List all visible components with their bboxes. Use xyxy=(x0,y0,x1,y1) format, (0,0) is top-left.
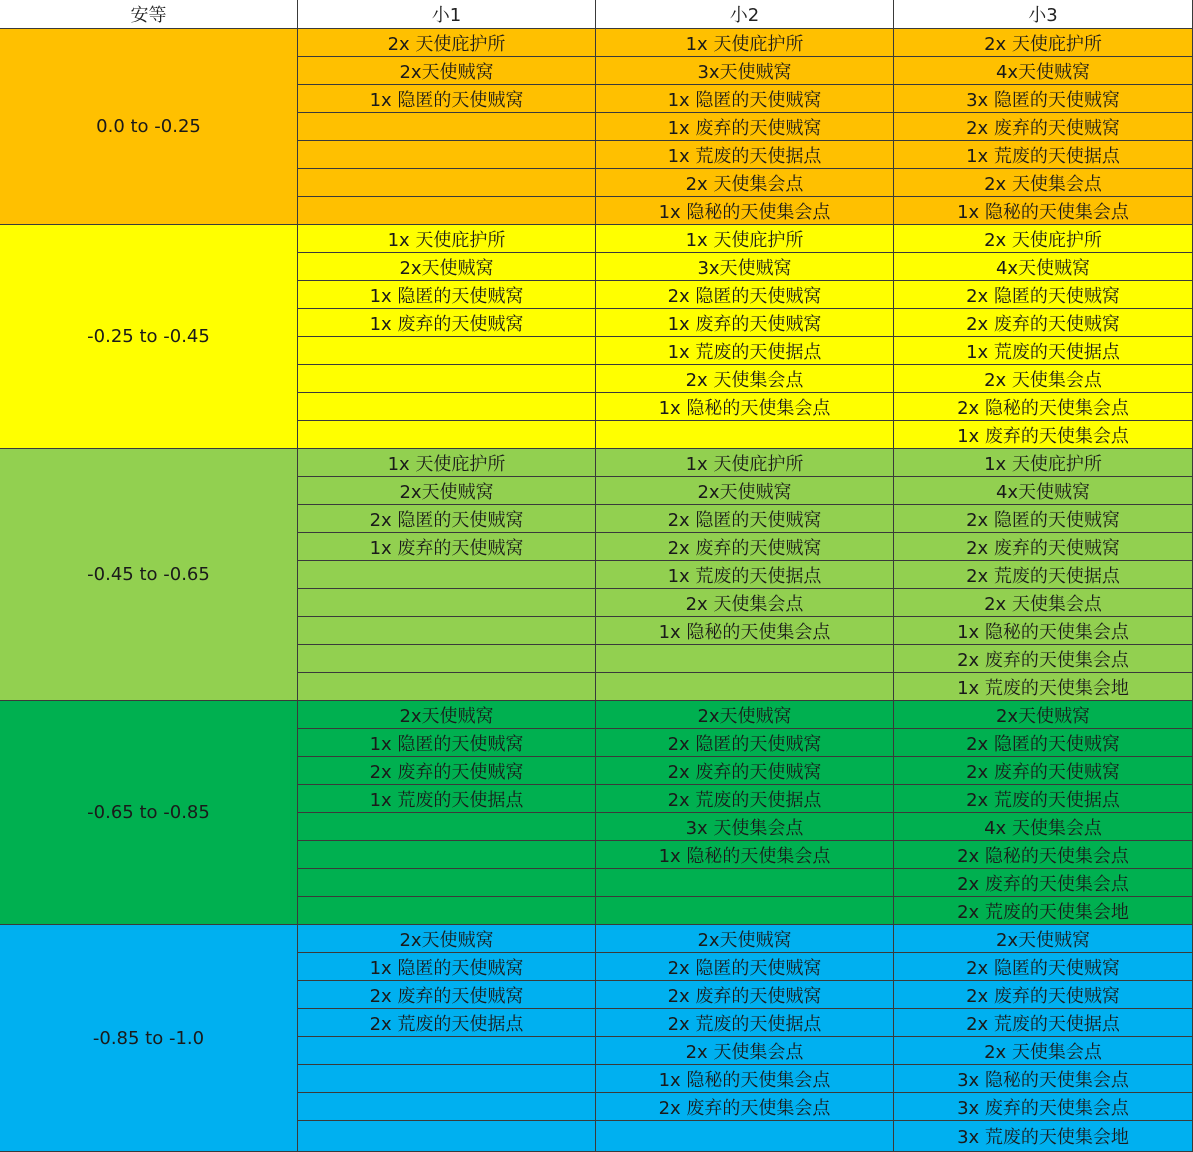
data-cell[interactable]: 2x 隐匿的天使贼窝 xyxy=(596,505,894,533)
data-cell[interactable]: 3x 天使集会点 xyxy=(596,813,894,841)
data-cell[interactable]: 2x 废弃的天使贼窝 xyxy=(894,533,1193,561)
data-cell[interactable]: 1x 荒废的天使据点 xyxy=(596,141,894,169)
data-cell[interactable]: 2x天使贼窝 xyxy=(596,701,894,729)
data-cell[interactable]: 2x 隐匿的天使贼窝 xyxy=(894,953,1193,981)
data-cell[interactable]: 3x 废弃的天使集会点 xyxy=(894,1093,1193,1121)
data-cell[interactable]: 1x 废弃的天使集会点 xyxy=(894,421,1193,449)
data-cell[interactable] xyxy=(298,113,596,141)
data-cell[interactable]: 2x 荒废的天使据点 xyxy=(894,1009,1193,1037)
data-cell[interactable] xyxy=(298,561,596,589)
data-cell[interactable]: 2x 废弃的天使贼窝 xyxy=(596,757,894,785)
data-cell[interactable]: 4x天使贼窝 xyxy=(894,477,1193,505)
data-cell[interactable]: 2x 天使庇护所 xyxy=(894,29,1193,57)
data-cell[interactable]: 2x 废弃的天使贼窝 xyxy=(894,757,1193,785)
data-cell[interactable]: 2x天使贼窝 xyxy=(596,925,894,953)
data-cell[interactable]: 1x 荒废的天使据点 xyxy=(894,337,1193,365)
data-cell[interactable]: 1x 天使庇护所 xyxy=(596,449,894,477)
data-cell[interactable]: 3x 隐秘的天使集会点 xyxy=(894,1065,1193,1093)
data-cell[interactable]: 2x 隐匿的天使贼窝 xyxy=(894,281,1193,309)
data-cell[interactable]: 1x 隐秘的天使集会点 xyxy=(596,393,894,421)
data-cell[interactable]: 2x 天使集会点 xyxy=(894,169,1193,197)
data-cell[interactable]: 2x天使贼窝 xyxy=(298,701,596,729)
data-cell[interactable]: 1x 废弃的天使贼窝 xyxy=(596,309,894,337)
data-cell[interactable]: 2x 隐匿的天使贼窝 xyxy=(298,505,596,533)
data-cell[interactable]: 2x 隐匿的天使贼窝 xyxy=(596,729,894,757)
data-cell[interactable]: 1x 荒废的天使据点 xyxy=(298,785,596,813)
data-cell[interactable]: 3x天使贼窝 xyxy=(596,57,894,85)
data-cell[interactable]: 2x 天使庇护所 xyxy=(298,29,596,57)
data-cell[interactable]: 2x天使贼窝 xyxy=(298,925,596,953)
header-cell[interactable]: 小3 xyxy=(894,0,1193,29)
data-cell[interactable]: 2x 荒废的天使据点 xyxy=(894,785,1193,813)
data-cell[interactable] xyxy=(298,813,596,841)
data-cell[interactable]: 2x 废弃的天使贼窝 xyxy=(894,309,1193,337)
data-cell[interactable] xyxy=(298,673,596,701)
data-cell[interactable]: 2x 废弃的天使贼窝 xyxy=(298,981,596,1009)
data-cell[interactable]: 2x 荒废的天使据点 xyxy=(596,785,894,813)
data-cell[interactable]: 2x天使贼窝 xyxy=(894,925,1193,953)
data-cell[interactable]: 1x 天使庇护所 xyxy=(298,449,596,477)
data-cell[interactable] xyxy=(596,421,894,449)
data-cell[interactable]: 2x 隐匿的天使贼窝 xyxy=(894,505,1193,533)
data-cell[interactable]: 1x 废弃的天使贼窝 xyxy=(298,533,596,561)
data-cell[interactable] xyxy=(596,645,894,673)
data-cell[interactable] xyxy=(298,1093,596,1121)
data-cell[interactable] xyxy=(298,197,596,225)
data-cell[interactable]: 2x天使贼窝 xyxy=(894,701,1193,729)
data-cell[interactable]: 1x 隐秘的天使集会点 xyxy=(596,197,894,225)
data-cell[interactable]: 4x天使贼窝 xyxy=(894,57,1193,85)
header-cell[interactable]: 小2 xyxy=(596,0,894,29)
data-cell[interactable] xyxy=(298,393,596,421)
data-cell[interactable]: 2x 隐匿的天使贼窝 xyxy=(894,729,1193,757)
data-cell[interactable] xyxy=(298,869,596,897)
data-cell[interactable]: 1x 荒废的天使集会地 xyxy=(894,673,1193,701)
data-cell[interactable] xyxy=(298,1065,596,1093)
data-cell[interactable] xyxy=(596,897,894,925)
data-cell[interactable]: 1x 隐匿的天使贼窝 xyxy=(298,953,596,981)
header-cell[interactable]: 小1 xyxy=(298,0,596,29)
data-cell[interactable]: 1x 隐匿的天使贼窝 xyxy=(298,729,596,757)
data-cell[interactable]: 1x 荒废的天使据点 xyxy=(596,561,894,589)
data-cell[interactable] xyxy=(298,337,596,365)
data-cell[interactable] xyxy=(298,169,596,197)
data-cell[interactable]: 2x 废弃的天使贼窝 xyxy=(894,113,1193,141)
data-cell[interactable]: 2x 天使集会点 xyxy=(596,169,894,197)
data-cell[interactable]: 2x 荒废的天使据点 xyxy=(894,561,1193,589)
data-cell[interactable]: 2x 天使集会点 xyxy=(596,589,894,617)
data-cell[interactable]: 2x 废弃的天使集会点 xyxy=(596,1093,894,1121)
data-cell[interactable]: 2x 废弃的天使集会点 xyxy=(894,645,1193,673)
data-cell[interactable]: 3x 隐匿的天使贼窝 xyxy=(894,85,1193,113)
data-cell[interactable] xyxy=(298,897,596,925)
range-label-cell[interactable]: 0.0 to -0.25 xyxy=(0,29,298,225)
data-cell[interactable]: 2x 废弃的天使集会点 xyxy=(894,869,1193,897)
data-cell[interactable] xyxy=(298,365,596,393)
data-cell[interactable]: 2x 天使集会点 xyxy=(894,589,1193,617)
data-cell[interactable]: 2x 隐秘的天使集会点 xyxy=(894,841,1193,869)
data-cell[interactable]: 2x 荒废的天使据点 xyxy=(596,1009,894,1037)
data-cell[interactable] xyxy=(298,1037,596,1065)
data-cell[interactable] xyxy=(596,1121,894,1152)
data-cell[interactable]: 2x 天使庇护所 xyxy=(894,225,1193,253)
data-cell[interactable]: 1x 天使庇护所 xyxy=(596,29,894,57)
data-cell[interactable]: 4x天使贼窝 xyxy=(894,253,1193,281)
data-cell[interactable]: 1x 隐匿的天使贼窝 xyxy=(298,281,596,309)
data-cell[interactable]: 1x 废弃的天使贼窝 xyxy=(596,113,894,141)
range-label-cell[interactable]: -0.65 to -0.85 xyxy=(0,701,298,925)
header-cell[interactable]: 安等 xyxy=(0,0,298,29)
data-cell[interactable]: 2x天使贼窝 xyxy=(298,477,596,505)
data-cell[interactable] xyxy=(298,617,596,645)
data-cell[interactable]: 2x 荒废的天使集会地 xyxy=(894,897,1193,925)
data-cell[interactable] xyxy=(596,673,894,701)
data-cell[interactable]: 2x 废弃的天使贼窝 xyxy=(894,981,1193,1009)
data-cell[interactable]: 2x 废弃的天使贼窝 xyxy=(596,981,894,1009)
data-cell[interactable]: 2x 废弃的天使贼窝 xyxy=(298,757,596,785)
data-cell[interactable]: 1x 天使庇护所 xyxy=(596,225,894,253)
range-label-cell[interactable]: -0.25 to -0.45 xyxy=(0,225,298,449)
data-cell[interactable]: 1x 荒废的天使据点 xyxy=(596,337,894,365)
range-label-cell[interactable]: -0.45 to -0.65 xyxy=(0,449,298,701)
data-cell[interactable]: 4x 天使集会点 xyxy=(894,813,1193,841)
data-cell[interactable]: 2x 天使集会点 xyxy=(596,1037,894,1065)
data-cell[interactable]: 2x天使贼窝 xyxy=(298,57,596,85)
data-cell[interactable]: 1x 荒废的天使据点 xyxy=(894,141,1193,169)
data-cell[interactable]: 2x 隐秘的天使集会点 xyxy=(894,393,1193,421)
data-cell[interactable]: 2x 废弃的天使贼窝 xyxy=(596,533,894,561)
data-cell[interactable]: 3x 荒废的天使集会地 xyxy=(894,1121,1193,1152)
data-cell[interactable]: 1x 隐秘的天使集会点 xyxy=(596,617,894,645)
data-cell[interactable]: 1x 废弃的天使贼窝 xyxy=(298,309,596,337)
data-cell[interactable] xyxy=(298,645,596,673)
data-cell[interactable]: 1x 天使庇护所 xyxy=(298,225,596,253)
data-cell[interactable]: 2x 隐匿的天使贼窝 xyxy=(596,281,894,309)
data-cell[interactable]: 3x天使贼窝 xyxy=(596,253,894,281)
data-cell[interactable]: 2x 天使集会点 xyxy=(894,365,1193,393)
data-cell[interactable]: 1x 天使庇护所 xyxy=(894,449,1193,477)
data-cell[interactable]: 1x 隐匿的天使贼窝 xyxy=(596,85,894,113)
data-cell[interactable] xyxy=(298,589,596,617)
data-cell[interactable]: 1x 隐秘的天使集会点 xyxy=(894,617,1193,645)
data-cell[interactable]: 1x 隐秘的天使集会点 xyxy=(894,197,1193,225)
data-cell[interactable] xyxy=(298,841,596,869)
data-cell[interactable]: 1x 隐匿的天使贼窝 xyxy=(298,85,596,113)
data-cell[interactable]: 2x天使贼窝 xyxy=(596,477,894,505)
range-label-cell[interactable]: -0.85 to -1.0 xyxy=(0,925,298,1152)
data-cell[interactable]: 1x 隐秘的天使集会点 xyxy=(596,841,894,869)
data-cell[interactable] xyxy=(298,141,596,169)
data-cell[interactable]: 2x 天使集会点 xyxy=(596,365,894,393)
data-cell[interactable]: 2x天使贼窝 xyxy=(298,253,596,281)
data-cell[interactable] xyxy=(298,421,596,449)
data-cell[interactable] xyxy=(596,869,894,897)
data-cell[interactable] xyxy=(298,1121,596,1152)
data-cell[interactable]: 2x 隐匿的天使贼窝 xyxy=(596,953,894,981)
data-cell[interactable]: 2x 天使集会点 xyxy=(894,1037,1193,1065)
data-cell[interactable]: 2x 荒废的天使据点 xyxy=(298,1009,596,1037)
data-cell[interactable]: 1x 隐秘的天使集会点 xyxy=(596,1065,894,1093)
